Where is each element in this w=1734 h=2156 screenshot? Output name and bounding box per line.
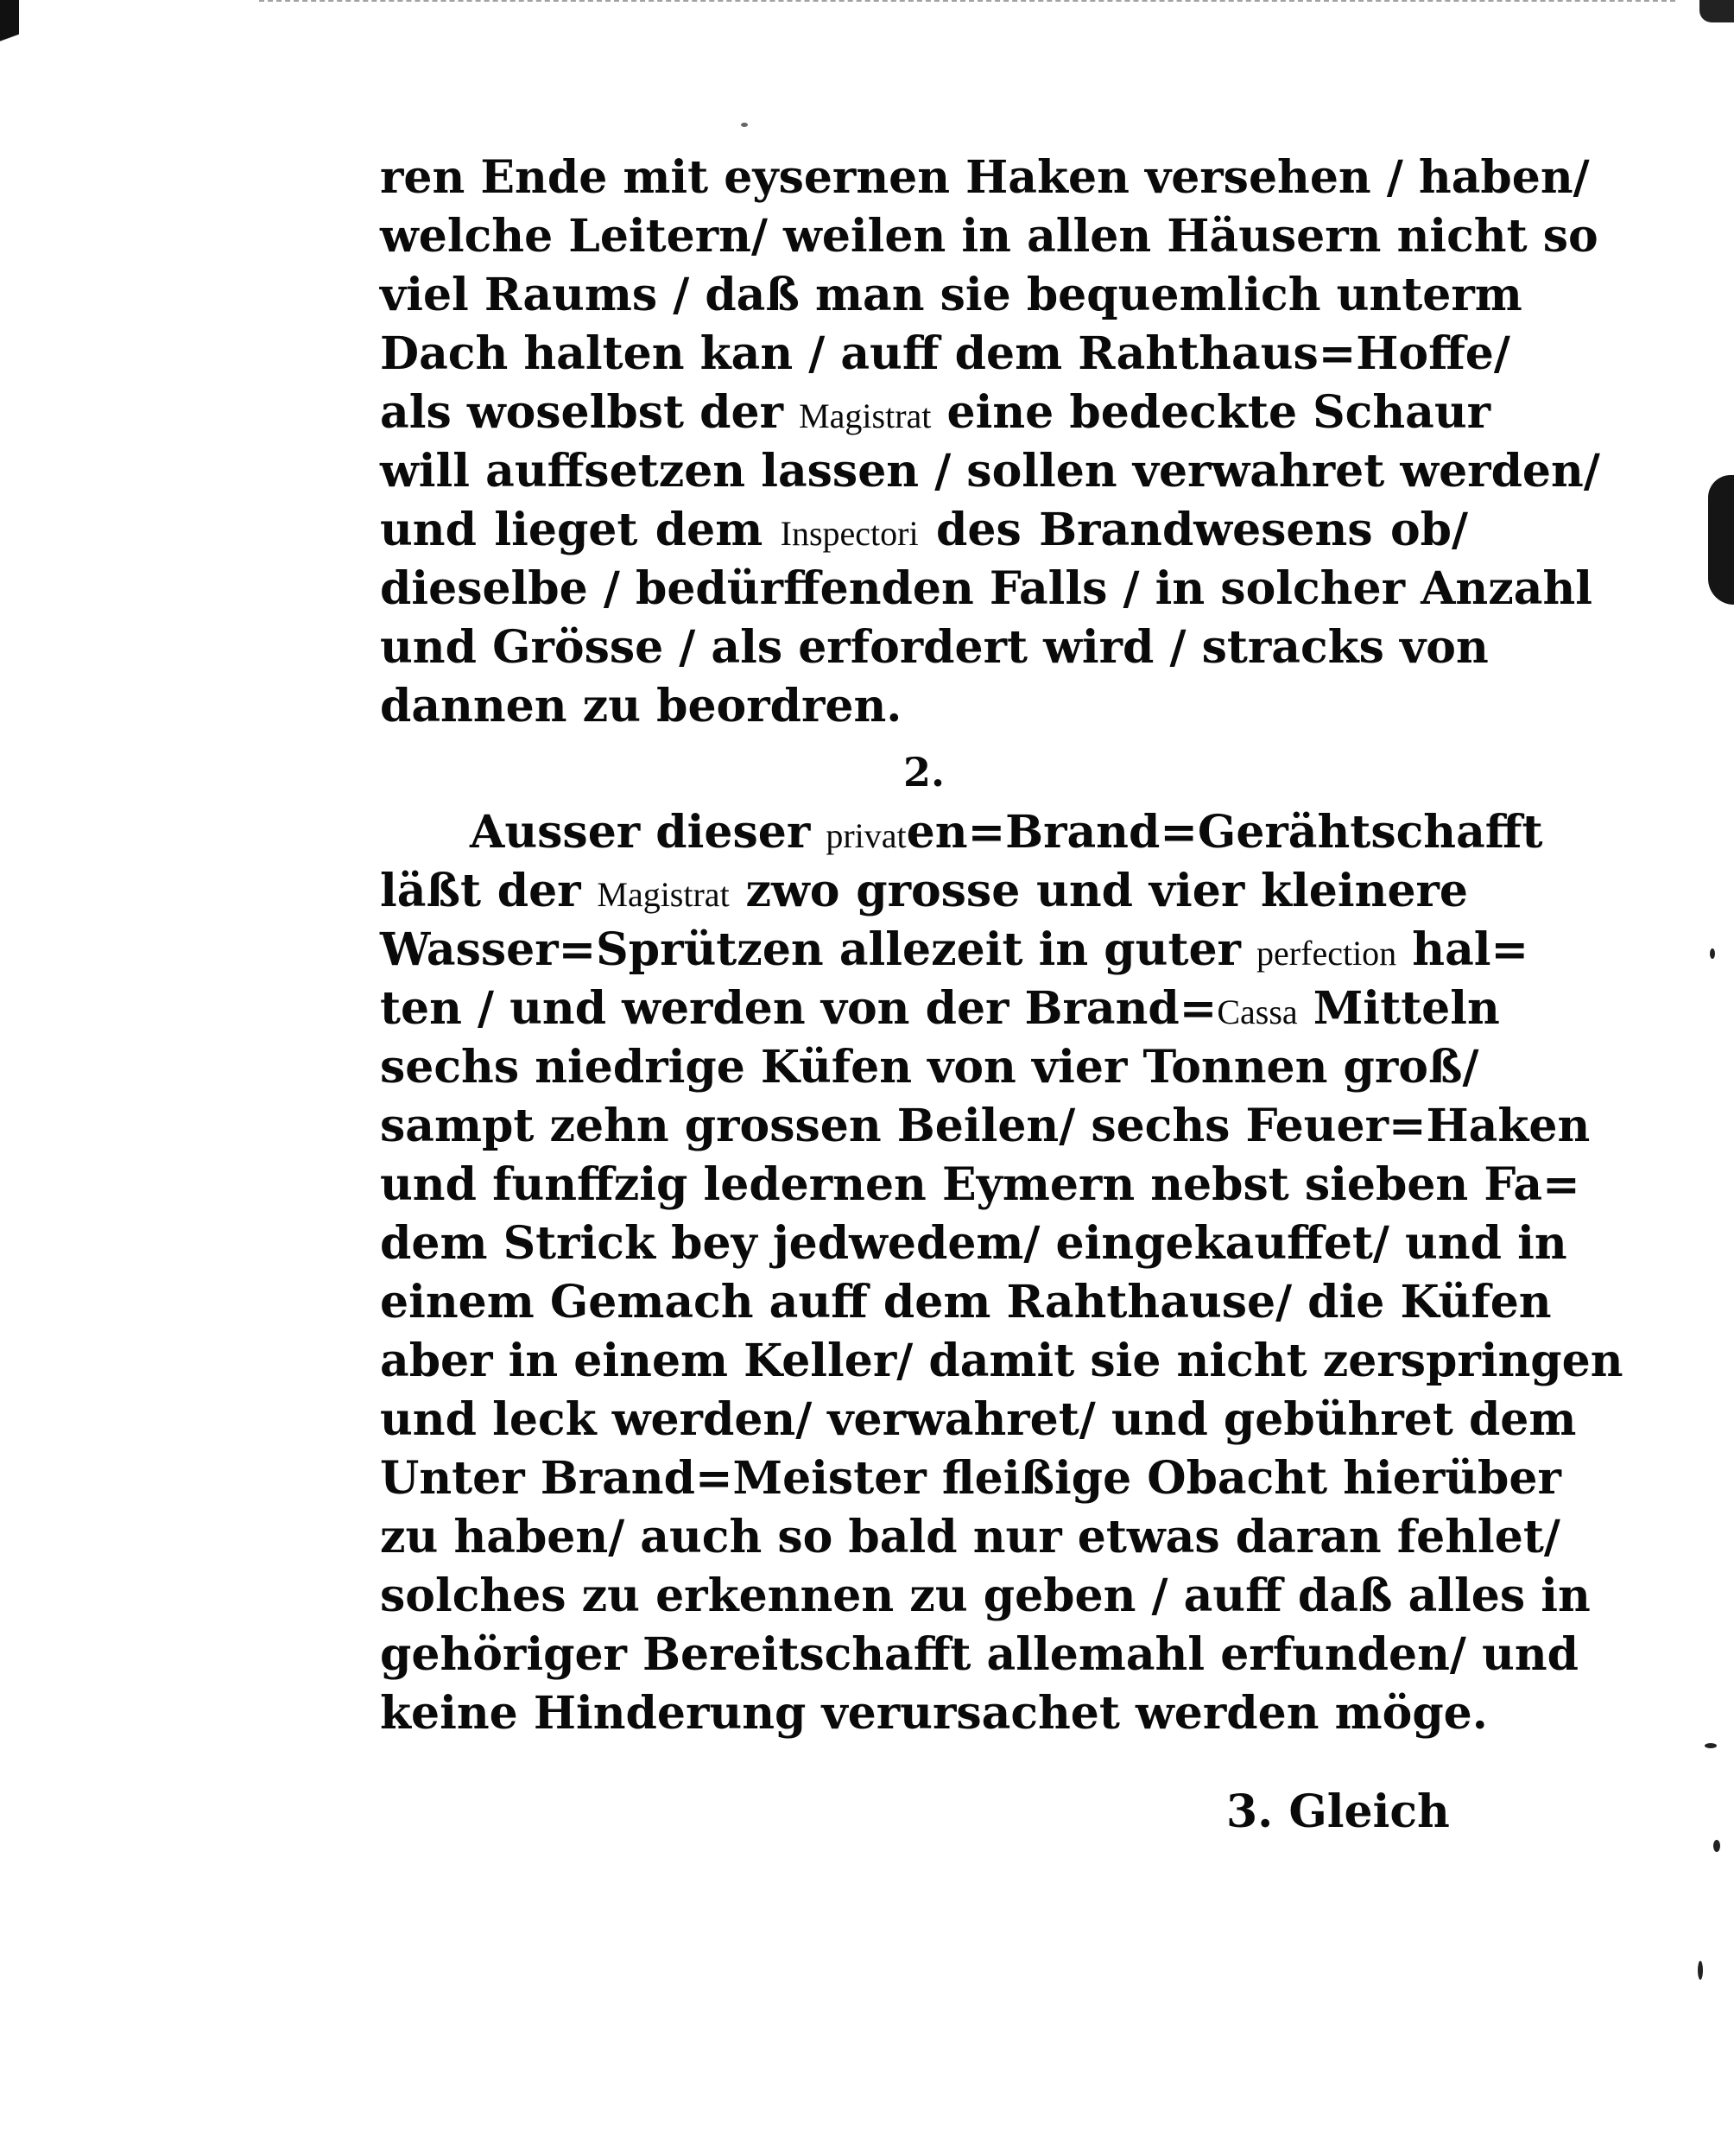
latin-term: Cassa bbox=[1217, 992, 1298, 1031]
text-line: viel Raums / daß man sie bequemlich unterm bbox=[380, 269, 1522, 321]
text-line bbox=[380, 501, 1468, 560]
latin-term: Magistrat bbox=[597, 875, 730, 914]
text-line: und funffzig ledernen Eymern nebst sieben Fa= bbox=[380, 1158, 1580, 1211]
text-fragment: und lieget dem bbox=[380, 504, 763, 556]
text-line: welche Leitern/ weilen in allen Häusern nicht so bbox=[380, 210, 1598, 263]
text-fragment: Mitteln bbox=[1313, 982, 1500, 1035]
text-line: zu haben/ auch so bald nur etwas daran fehlet/ bbox=[380, 1511, 1560, 1563]
text-line: gehöriger Bereitschafft allemahl erfunden/ und bbox=[380, 1628, 1579, 1681]
text-fragment: des Brandwesens ob/ bbox=[936, 504, 1469, 556]
body-text bbox=[380, 149, 1623, 1743]
text-fragment: als woselbst der bbox=[380, 386, 783, 439]
text-line: Dach halten kan / auff dem Rahthaus=Hoffe/ bbox=[380, 327, 1510, 380]
text-line: aber in einem Keller/ damit sie nicht zerspringen bbox=[380, 1335, 1623, 1387]
text-line: dieselbe / bedürffenden Falls / in solcher Anzahl bbox=[380, 562, 1592, 615]
text-line: sampt zehn grossen Beilen/ sechs Feuer=Haken bbox=[380, 1100, 1591, 1152]
scan-edge-blot bbox=[1708, 475, 1734, 605]
scan-top-right-artifact bbox=[1699, 0, 1734, 22]
text-fragment: hal= bbox=[1412, 923, 1529, 976]
text-fragment: en=Brand=Gerähtschafft bbox=[906, 806, 1543, 859]
latin-term: privat bbox=[826, 816, 907, 855]
text-fragment: läßt der bbox=[380, 865, 581, 917]
text-line bbox=[380, 862, 1468, 921]
text-line: einem Gemach auff dem Rahthause/ die Küfen bbox=[380, 1276, 1552, 1328]
catchword: 3. Gleich bbox=[1226, 1785, 1450, 1838]
text-line: will auffsetzen lassen / sollen verwahret werden/ bbox=[380, 445, 1600, 498]
ink-speck bbox=[741, 123, 748, 127]
text-line: keine Hinderung verursachet werden möge. bbox=[380, 1687, 1488, 1740]
latin-term: Magistrat bbox=[799, 396, 932, 435]
ink-speck bbox=[1713, 1840, 1720, 1852]
text-line: sechs niedrige Küfen von vier Tonnen groß/ bbox=[380, 1041, 1479, 1094]
text-line bbox=[380, 980, 1500, 1038]
text-line: und leck werden/ verwahret/ und gebühret dem bbox=[380, 1393, 1577, 1446]
ink-speck bbox=[1705, 1743, 1717, 1748]
text-line: solches zu erkennen zu geben / auff daß alles in bbox=[380, 1569, 1591, 1622]
text-line bbox=[380, 384, 1491, 442]
ink-speck bbox=[1710, 948, 1715, 959]
text-line: Unter Brand=Meister fleißige Obacht hierüber bbox=[380, 1452, 1561, 1505]
text-fragment: eine bedeckte Schaur bbox=[946, 386, 1491, 439]
text-fragment: ten / und werden von der Brand= bbox=[380, 982, 1218, 1035]
text-fragment: Ausser dieser bbox=[470, 806, 811, 859]
scan-corner-artifact bbox=[0, 0, 19, 67]
text-fragment: Wasser=Sprützen allezeit in guter bbox=[380, 923, 1241, 976]
latin-term: perfection bbox=[1256, 934, 1397, 973]
ink-speck bbox=[1698, 1961, 1703, 1980]
text-line: dannen zu beordren. bbox=[380, 680, 902, 732]
text-fragment: zwo grosse und vier kleinere bbox=[745, 865, 1469, 917]
text-line bbox=[380, 921, 1529, 980]
latin-term: Inspectori bbox=[780, 514, 919, 553]
text-line bbox=[380, 803, 1543, 862]
text-line: dem Strick bey jedwedem/ eingekauffet/ und in bbox=[380, 1217, 1567, 1270]
scan-top-edge bbox=[259, 0, 1675, 5]
text-line: ren Ende mit eysernen Haken versehen / haben/ bbox=[380, 151, 1590, 204]
text-line: und Grösse / als erfordert wird / stracks von bbox=[380, 621, 1489, 674]
section-number: 2. bbox=[902, 749, 946, 796]
